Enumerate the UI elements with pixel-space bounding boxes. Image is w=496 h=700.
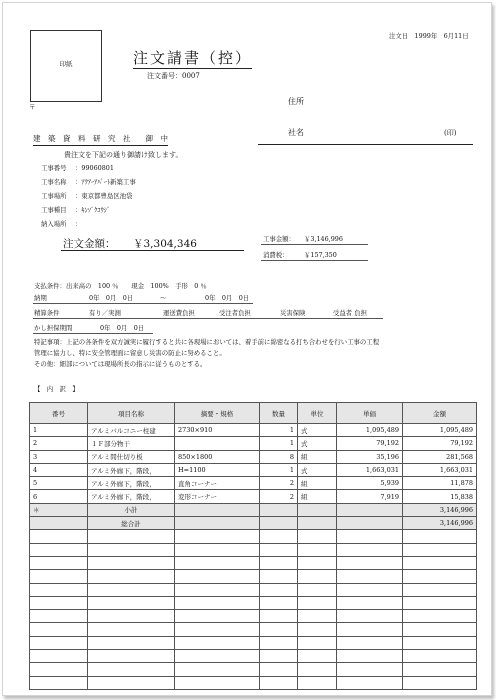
col-item-name: 項目名称 <box>88 403 175 424</box>
row-unit: 組 <box>298 477 337 490</box>
empty-row <box>30 636 477 649</box>
deadline-separator: ～ <box>160 294 167 302</box>
table-row <box>30 437 477 450</box>
warranty-label: かし担保期間 <box>34 324 73 332</box>
seal-mark: (印) <box>444 129 457 137</box>
address-label: 住所 <box>288 97 304 106</box>
settlement-label: 精算条件 <box>34 309 60 317</box>
col-quantity: 数量 <box>260 403 298 424</box>
project-number-value: ：99060801 <box>75 164 114 172</box>
row-unit: 組 <box>298 450 337 463</box>
project-name-label: 工事名称 <box>41 178 67 186</box>
project-number-label: 工事番号 <box>41 164 67 172</box>
table-header-row <box>30 403 477 424</box>
order-amount-underline <box>61 250 244 251</box>
row-amount: 15,838 <box>403 490 477 503</box>
work-amount-label: 工事金額： <box>263 235 295 243</box>
row-quantity: 1 <box>260 437 298 450</box>
project-location-label: 工事場所 <box>41 192 67 200</box>
empty-row <box>30 676 477 689</box>
row-unit-price: 1,095,489 <box>337 424 403 437</box>
tax-underline <box>261 260 368 261</box>
row-unit-price: 5,939 <box>337 477 403 490</box>
company-label: 社名 <box>288 128 304 137</box>
row-spec: 直角コーナー <box>175 477 260 490</box>
subtotal-label: 小計 <box>88 503 175 516</box>
transport-label: 運送費負担 <box>163 309 195 317</box>
receiver-burden-label: 受注者負担 <box>219 309 251 317</box>
row-item-name: アルミ外廊下，階段， <box>88 477 175 490</box>
project-location-value: ：東京都豊島区池袋 <box>75 192 133 200</box>
order-sheet <box>2 2 492 696</box>
table-row <box>30 424 477 437</box>
empty-row <box>30 610 477 623</box>
project-type-label: 工事種目 <box>41 206 67 214</box>
project-name-value: ：ｱｸｱｰｱﾊﾟｰﾄ新築工事 <box>75 178 136 186</box>
company-underline <box>258 144 473 145</box>
row-unit: 式 <box>298 463 337 476</box>
settlement-value: 有り／実測 <box>89 309 121 317</box>
subtotal-mark: ＊ <box>30 503 88 516</box>
project-type-value: ：ｷﾝｿﾞｸｺｳｼﾞ <box>75 206 111 214</box>
details-heading: 【 内 訳 】 <box>34 385 79 393</box>
row-amount: 281,568 <box>403 450 477 463</box>
row-unit: 式 <box>298 424 337 437</box>
other-notes: その他：細部については現場所長の指示に従うものとする。 <box>34 360 207 368</box>
row-quantity: 8 <box>260 450 298 463</box>
stamp-label: 印紙 <box>59 60 73 68</box>
col-unit-price: 単価 <box>337 403 403 424</box>
row-quantity: 2 <box>260 490 298 503</box>
total-row <box>30 517 477 530</box>
payment-terms: 支払条件：出来高の 100 ％ 現金 100% 手形 0 ％ <box>34 282 207 290</box>
col-spec: 摘要・規格 <box>175 403 260 424</box>
row-unit: 式 <box>298 437 337 450</box>
empty-row <box>30 583 477 596</box>
order-amount-label: 注文金額： <box>63 238 116 250</box>
row-unit-price: 35,196 <box>337 450 403 463</box>
deadline-label: 納期 <box>34 294 47 302</box>
insurance-label: 災害保険 <box>280 309 306 317</box>
work-amount-underline <box>261 244 368 245</box>
row-quantity: 2 <box>260 477 298 490</box>
row-item-name: アルミ外廊下，階段， <box>88 463 175 476</box>
row-amount: 1,663,031 <box>403 463 477 476</box>
warranty-value: 0年 0月 0日 <box>100 324 145 332</box>
deadline-to: 0年 0月 0日 <box>205 294 250 302</box>
empty-row <box>30 623 477 636</box>
empty-row <box>30 596 477 609</box>
delivery-place-value: ： <box>75 220 82 228</box>
row-unit: 組 <box>298 490 337 503</box>
table-row <box>30 450 477 463</box>
row-quantity: 1 <box>260 424 298 437</box>
row-number: 6 <box>30 490 88 503</box>
row-amount: 1,095,489 <box>403 424 477 437</box>
tax-value: ￥157,350 <box>304 251 337 259</box>
row-spec: H=1100 <box>175 463 260 476</box>
row-spec: 2730×910 <box>175 424 260 437</box>
row-quantity: 1 <box>260 463 298 476</box>
order-date: 注文日 1999年 6月11日 <box>389 32 469 40</box>
warranty-underline <box>33 333 153 334</box>
row-unit-price: 79,192 <box>337 437 403 450</box>
table-row <box>30 477 477 490</box>
row-number: 5 <box>30 477 88 490</box>
row-item-name: アルミ間仕切り板 <box>88 450 175 463</box>
document-title: 注文請書（控） <box>133 49 253 67</box>
total-label: 総合計 <box>88 517 175 530</box>
row-item-name: １Ｆ部分物干 <box>88 437 175 450</box>
empty-row <box>30 663 477 676</box>
empty-row <box>30 650 477 663</box>
row-number: 3 <box>30 450 88 463</box>
empty-row <box>30 543 477 556</box>
row-unit-price: 1,663,031 <box>337 463 403 476</box>
order-number: 注文番号：0007 <box>147 72 200 80</box>
row-number: 1 <box>30 424 88 437</box>
revenue-stamp-box <box>30 30 102 102</box>
row-spec <box>175 437 260 450</box>
special-notes-line1: 特記事項：上記の各条件を双方誠実に履行すると共に各現場においては、着手前に綿密なる打ち合わせを行い工事の工程 <box>34 338 380 346</box>
row-spec: 850×1800 <box>175 450 260 463</box>
table-row <box>30 490 477 503</box>
table-row <box>30 463 477 476</box>
total-value: 3,146,996 <box>403 517 477 530</box>
row-item-name: アルミ外廊下，階段， <box>88 490 175 503</box>
subtotal-value: 3,146,996 <box>403 503 477 516</box>
row-number: 4 <box>30 463 88 476</box>
col-unit: 単位 <box>298 403 337 424</box>
tax-label: 消費税： <box>263 251 289 259</box>
settlement-underline <box>33 318 383 319</box>
col-amount: 金額 <box>403 403 477 424</box>
work-amount-value: ￥3,146,996 <box>304 235 343 243</box>
delivery-place-label: 納入場所 <box>41 220 67 228</box>
subtotal-row <box>30 503 477 516</box>
deadline-underline <box>33 303 253 304</box>
intro-text: 貴注文を下記の通り御請け致します。 <box>64 151 183 159</box>
empty-row <box>30 556 477 569</box>
order-amount-value: ￥3,304,346 <box>133 238 197 250</box>
row-amount: 79,192 <box>403 437 477 450</box>
row-spec: 変形コーナー <box>175 490 260 503</box>
empty-row <box>30 570 477 583</box>
row-item-name: アルミバルコニー柱建 <box>88 424 175 437</box>
empty-row <box>30 530 477 543</box>
special-notes-line2: 管理に協力し、特に安全管理面に留意し災害の防止に努めること。 <box>34 349 226 357</box>
row-amount: 11,878 <box>403 477 477 490</box>
postal-mark: 〒 <box>29 103 36 111</box>
recipient: 建 築 資 料 研 究 社 御 中 <box>33 133 168 146</box>
deadline-from: 0年 0月 0日 <box>89 294 134 302</box>
beneficiary-label: 受益者 負担 <box>333 309 367 317</box>
col-number: 番号 <box>30 403 88 424</box>
row-unit-price: 7,919 <box>337 490 403 503</box>
row-number: 2 <box>30 437 88 450</box>
details-table <box>29 402 477 690</box>
